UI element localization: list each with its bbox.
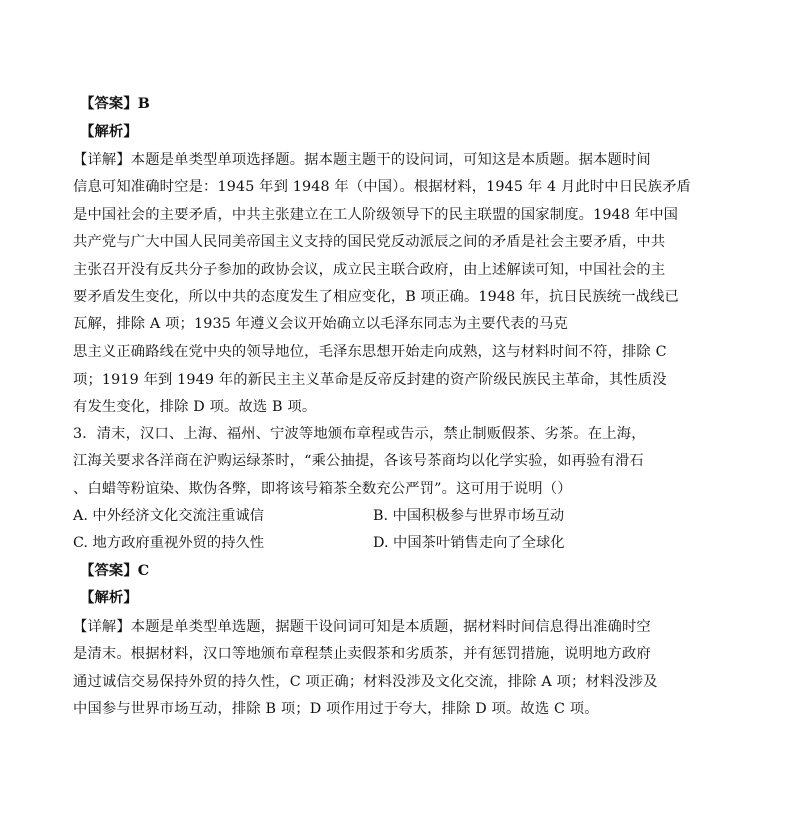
analysis-label: 【解析】 bbox=[80, 590, 138, 606]
question-stem-line: 3．清末，汉口、上海、福州、宁波等地颁布章程或告示，禁止制贩假茶、劣茶。在上海， bbox=[73, 426, 646, 442]
detail-line: 主张召开没有反共分子参加的政协会议，成立民主联合政府，由上述解读可知，中国社会的主 bbox=[73, 262, 666, 278]
detail-line: 共产党与广大中国人民同美帝国主义支持的国民党反动派辰之间的矛盾是社会主要矛盾，中共 bbox=[73, 234, 666, 250]
question-stem-line: 、白蜡等粉谊染、欺伪各弊，即将该号箱茶全数充公严罚”。这可用于说明（） bbox=[73, 481, 572, 497]
option-a: A. 中外经济文化交流注重诚信 bbox=[73, 508, 264, 524]
detail-line: 【详解】本题是单类型单选题，据题干设问词可知是本质题，据材料时间信息得出准确时空 bbox=[73, 619, 651, 635]
detail-line: 思主义正确路线在党中央的领导地位，毛泽东思想开始走向成熟，这与材料时间不符，排除 C bbox=[73, 344, 667, 360]
option-b: B. 中国积极参与世界市场互动 bbox=[373, 508, 565, 524]
detail-line: 有发生变化，排除 D 项。故选 B 项。 bbox=[73, 399, 317, 415]
detail-line: 要矛盾发生变化，所以中共的态度发生了相应变化，B 项正确。1948 年，抗日民族统一战线已 bbox=[73, 289, 680, 305]
detail-line: 信息可知准确时空是：1945 年到 1948 年（中国）。根据材料，1945 年 4 月此时中日民族矛盾 bbox=[73, 179, 691, 195]
answer-label: 【答案】B bbox=[80, 96, 151, 112]
detail-line: 【详解】本题是单类型单项选择题。据本题主题干的设问词，可知这是本质题。据本题时间 bbox=[73, 152, 651, 168]
question-stem-line: 江海关要求各洋商在沪购运绿茶时，“乘公抽提，各该号茶商均以化学实验，如再验有滑石 bbox=[73, 453, 644, 469]
analysis-label: 【解析】 bbox=[80, 124, 138, 140]
detail-line: 项；1919 年到 1949 年的新民主主义革命是反帝反封建的资产阶级民族民主革命，其性质没 bbox=[73, 372, 667, 388]
answer-label: 【答案】C bbox=[80, 563, 150, 579]
detail-line: 瓦解，排除 A 项；1935 年遵义会议开始确立以毛泽东同志为主要代表的马克 bbox=[73, 316, 568, 332]
detail-line: 是清末。根据材料，汉口等地颁布章程禁止卖假茶和劣质茶，并有惩罚措施，说明地方政府 bbox=[73, 646, 651, 662]
option-d: D. 中国茶叶销售走向了全球化 bbox=[373, 535, 565, 551]
detail-line: 通过诚信交易保持外贸的持久性，C 项正确；材料没涉及文化交流，排除 A 项；材料没涉及 bbox=[73, 674, 658, 690]
detail-line: 中国参与世界市场互动，排除 B 项；D 项作用过于夸大，排除 D 项。故选 C 项。 bbox=[73, 701, 599, 717]
option-c: C. 地方政府重视外贸的持久性 bbox=[73, 535, 265, 551]
detail-line: 是中国社会的主要矛盾，中共主张建立在工人阶级领导下的民主联盟的国家制度。1948 年中国 bbox=[73, 207, 679, 223]
